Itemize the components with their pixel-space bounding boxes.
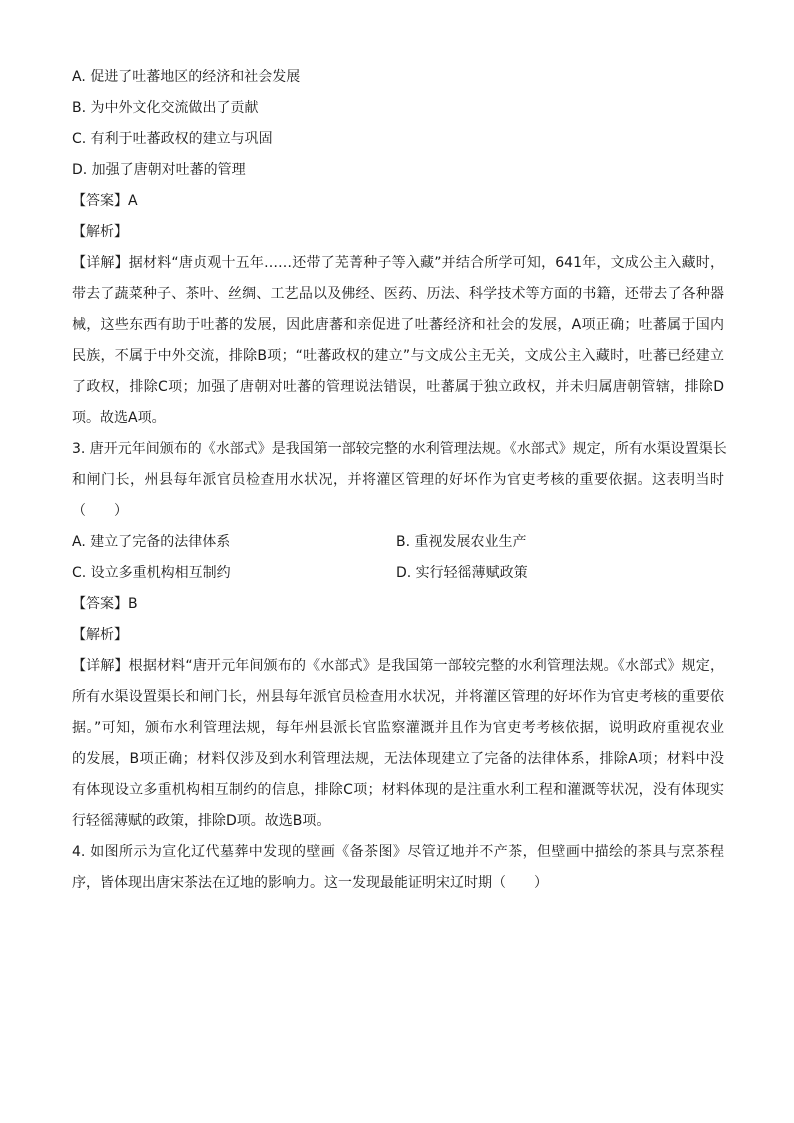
- q3-detail-line-6: 行轻徭薄赋的政策，排除D项。故选B项。: [72, 813, 331, 829]
- q2-option-a: A. 促进了吐蕃地区的经济和社会发展: [72, 69, 301, 85]
- q2-detail-line-3: 械，这些东西有助于吐蕃的发展，因此唐蕃和亲促进了吐蕃经济和社会的发展，A项正确；吐蕃属于国内: [72, 317, 724, 333]
- q3-stem-line-2: 和闸门长，州县每年派官员检查用水状况，并将灌区管理的好坏作为官吏考核的重要依据。这表明当时: [72, 472, 724, 488]
- q3-detail-line-5: 有体现设立多重机构相互制约的信息，排除C项；材料体现的是注重水利工程和灌溉等状况，没有体现实: [72, 782, 724, 798]
- q4-stem-line-1: 4. 如图所示为宣化辽代墓葬中发现的壁画《备茶图》尽管辽地并不产茶，但壁画中描绘的茶具与烹茶程: [72, 844, 724, 860]
- q3-stem-line-1: 3. 唐开元年间颁布的《水部式》是我国第一部较完整的水利管理法规。《水部式》规定，所有水渠设置渠长: [72, 441, 727, 457]
- q2-answer: 【答案】A: [72, 193, 138, 209]
- q2-detail-line-6: 项。故选A项。: [72, 410, 166, 426]
- q4-stem-line-2: 序，皆体现出唐宋茶法在辽地的影响力。这一发现最能证明宋辽时期（ ）: [72, 875, 548, 891]
- q3-options-row-2: [72, 558, 724, 589]
- q3-stem-line-3: （ ）: [72, 503, 128, 519]
- q2-analysis-label: 【解析】: [72, 224, 128, 240]
- document-page: [72, 62, 727, 899]
- q3-options-row-1: [72, 527, 724, 558]
- q3-option-b: B. 重视发展农业生产: [396, 534, 527, 550]
- q2-option-b: B. 为中外文化交流做出了贡献: [72, 100, 259, 116]
- q3-option-a: A. 建立了完备的法律体系: [72, 534, 231, 550]
- q2-option-c: C. 有利于吐蕃政权的建立与巩固: [72, 131, 273, 147]
- q2-detail-line-1: 【详解】据材料“唐贞观十五年……还带了芜菁种子等入藏”并结合所学可知，641年，文成公主入藏时，: [72, 255, 724, 271]
- q2-option-d: D. 加强了唐朝对吐蕃的管理: [72, 162, 246, 178]
- q3-detail-line-3: 据。”可知，颁布水利管理法规，每年州县派长官监察灌溉并且作为官吏考考核依据，说明政府重视农业: [72, 720, 724, 736]
- q2-detail-line-4: 民族，不属于中外交流，排除B项；“吐蕃政权的建立”与文成公主无关，文成公主入藏时，吐蕃已经建立: [72, 348, 724, 364]
- q3-option-d: D. 实行轻徭薄赋政策: [396, 565, 528, 581]
- q3-detail-line-1: 【详解】根据材料“唐开元年间颁布的《水部式》是我国第一部较完整的水利管理法规。《水部式》规定，: [72, 658, 724, 674]
- q2-detail-line-2: 带去了蔬菜种子、茶叶、丝绸、工艺品以及佛经、医药、历法、科学技术等方面的书籍，还带去了各种器: [72, 286, 724, 302]
- q3-analysis-label: 【解析】: [72, 627, 128, 643]
- q3-detail-line-4: 的发展，B项正确；材料仅涉及到水利管理法规，无法体现建立了完备的法律体系，排除A项；材料中没: [72, 751, 724, 767]
- q3-answer: 【答案】B: [72, 596, 138, 612]
- q2-detail-line-5: 了政权，排除C项；加强了唐朝对吐蕃的管理说法错误，吐蕃属于独立政权，并未归属唐朝管辖，排除D: [72, 379, 724, 395]
- q3-option-c: C. 设立多重机构相互制约: [72, 565, 231, 581]
- q3-detail-line-2: 所有水渠设置渠长和闸门长，州县每年派官员检查用水状况，并将灌区管理的好坏作为官吏考核的重要依: [72, 689, 724, 705]
